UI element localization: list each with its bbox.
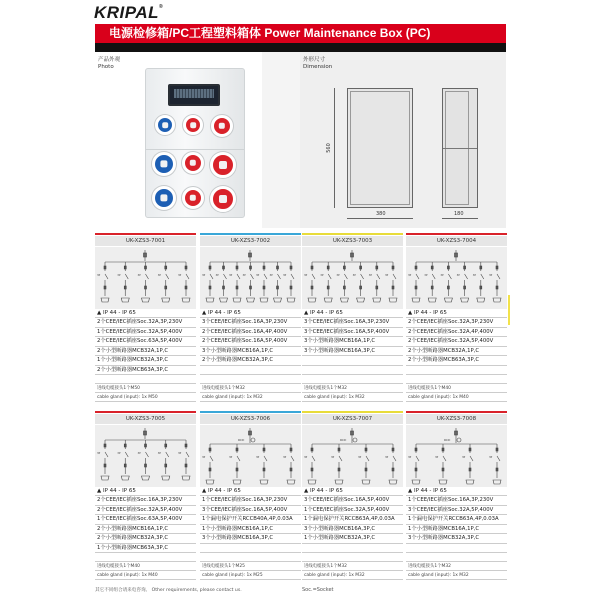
model-color-bar [95, 233, 196, 235]
spacer-row [200, 553, 301, 562]
spec-line-empty [302, 366, 403, 376]
cable-gland-cn: 进线电缆接头1个M32 [302, 384, 403, 393]
spec-line: 1个漏电保护开关RCCB40A,4P,0.03A [200, 515, 301, 525]
svg-text:3P: 3P [472, 274, 477, 277]
cable-gland-en: cable gland (input): 1x M32 [302, 571, 403, 580]
socket-blue [152, 152, 176, 176]
cable-gland-en: cable gland (input): 1x M25 [200, 571, 301, 580]
breaker-window [168, 84, 220, 106]
socket-red [182, 187, 204, 209]
registered-mark: ® [159, 4, 164, 10]
svg-text:3P: 3P [385, 456, 389, 459]
warning-triangle-icon: ▲ [304, 488, 310, 494]
svg-text:3P: 3P [435, 456, 439, 459]
ip-rating-text: IP 44 - IP 65 [413, 310, 447, 316]
svg-text:3P: 3P [408, 456, 412, 459]
spec-line: 1个小型断路器MCB32A,3P,C [302, 534, 403, 544]
footer-abbrev: Soc.=Socket [302, 587, 334, 593]
svg-text:3P: 3P [202, 274, 206, 277]
dimension-label-cn: 外形尺寸 [303, 57, 326, 63]
svg-text:3P: 3P [352, 274, 356, 277]
model-card [200, 233, 301, 402]
spec-line-empty [406, 366, 507, 376]
ip-rating [200, 487, 301, 496]
wiring-schematic [200, 425, 301, 487]
ip-rating [406, 309, 507, 318]
height-value: 560 [325, 143, 332, 153]
cable-gland-en: cable gland (input): 1x M50 [95, 393, 196, 402]
spec-line: 3个小型断路器MCB16A,1P,C [200, 347, 301, 357]
svg-text:3P: 3P [304, 456, 308, 459]
ip-rating [95, 309, 196, 318]
model-color-bar [200, 233, 301, 235]
ip-rating [95, 487, 196, 496]
spec-line: 1个漏电保护开关RCCB63A,4P,0.03A [406, 515, 507, 525]
photo-label-cn: 产品外观 [98, 57, 121, 63]
socket-red [210, 152, 236, 178]
warning-triangle-icon: ▲ [202, 310, 208, 316]
svg-text:3P: 3P [462, 456, 466, 459]
spec-line: 1个小型断路器MCB16A,1P,C [406, 525, 507, 535]
side-view-drawing [442, 88, 478, 208]
spec-line: 3个小型断路器MCB16A,1P,C [302, 337, 403, 347]
wiring-schematic [302, 247, 403, 309]
svg-text:3P: 3P [117, 452, 121, 455]
svg-text:3P: 3P [97, 274, 101, 277]
socket-red [210, 186, 236, 212]
model-card [302, 411, 403, 580]
cable-gland-en: cable gland (input): 1x M32 [406, 571, 507, 580]
spec-line: 3个CEE/IEC插座Soc.16A,5P,400V [302, 496, 403, 506]
spec-line: 3个CEE/IEC插座Soc.16A,5P,400V [302, 328, 403, 338]
model-color-bar [302, 411, 403, 413]
warning-triangle-icon: ▲ [408, 310, 414, 316]
spec-line: 2个小型断路器MCB32A,3P,C [200, 356, 301, 366]
svg-text:3P: 3P [320, 274, 324, 277]
spec-line: 1个CEE/IEC插座Soc.16A,3P,230V [406, 496, 507, 506]
photo-label-en: Photo [98, 64, 114, 70]
wiring-schematic [406, 425, 507, 487]
svg-text:3P: 3P [157, 452, 161, 455]
svg-text:3P: 3P [358, 456, 362, 459]
ip-rating [406, 487, 507, 496]
spec-line: 1个CEE/IEC插座Soc.63A,5P,400V [95, 515, 196, 525]
spacer-row [200, 375, 301, 384]
spec-line: 2个小型断路器MCB63A,3P,C [95, 366, 196, 376]
cable-gland-cn: 进线电缆接头1个M40 [95, 562, 196, 571]
photo-label [98, 57, 120, 71]
svg-text:3P: 3P [215, 274, 219, 277]
spec-line: 3个CEE/IEC插座Soc.16A,3P,230V [200, 318, 301, 328]
spec-line: 1个CEE/IEC插座Soc.16A,3P,230V [200, 496, 301, 506]
model-number: UK-XZS3-7005 [95, 414, 196, 424]
spec-line: 2个CEE/IEC插座Soc.63A,5P,400V [95, 337, 196, 347]
ip-rating-text: IP 44 - IP 65 [102, 488, 136, 494]
page-title: 电源检修箱/PC工程塑料箱体 Power Maintenance Box (PC) [95, 24, 506, 43]
svg-text:RCD: RCD [444, 438, 451, 442]
spec-line-empty [302, 544, 403, 554]
warning-triangle-icon: ▲ [97, 488, 103, 494]
spacer-row [406, 375, 507, 384]
svg-text:3P: 3P [424, 274, 428, 277]
front-view-drawing [347, 88, 413, 208]
ip-rating-text: IP 44 - IP 65 [309, 488, 343, 494]
svg-text:3P: 3P [331, 456, 335, 459]
svg-text:3P: 3P [157, 274, 161, 277]
depth-dimension-line [442, 218, 478, 219]
depth-value: 180 [454, 211, 464, 217]
spacer-row [95, 553, 196, 562]
model-card [95, 233, 196, 402]
svg-text:3P: 3P [368, 274, 373, 277]
spacer-row [95, 375, 196, 384]
spec-line: 1个漏电保护开关RCCB63A,4P,0.03A [302, 515, 403, 525]
ip-rating-text: IP 44 - IP 65 [102, 310, 136, 316]
svg-text:3P: 3P [117, 274, 121, 277]
ip-rating [302, 487, 403, 496]
spec-line: 2个CEE/IEC插座Soc.32A,4P,400V [406, 328, 507, 338]
ip-rating-text: IP 44 - IP 65 [207, 310, 241, 316]
ip-rating-text: IP 44 - IP 65 [207, 488, 241, 494]
height-dimension-line [334, 88, 335, 208]
socket-red [211, 115, 233, 137]
dimension-panel [300, 52, 506, 228]
socket-blue [152, 186, 176, 210]
model-number: UK-XZS3-7007 [302, 414, 403, 424]
model-number: UK-XZS3-7003 [302, 236, 403, 246]
spec-line: 2个小型断路器MCB63A,3P,C [406, 356, 507, 366]
spec-line: 2个CEE/IEC插座Soc.16A,5P,400V [200, 337, 301, 347]
model-card [406, 411, 507, 580]
svg-text:3P: 3P [385, 274, 389, 277]
warning-triangle-icon: ▲ [408, 488, 414, 494]
ip-rating-text: IP 44 - IP 65 [413, 488, 447, 494]
cable-gland-cn: 进线电缆接头1个M40 [406, 384, 507, 393]
model-number: UK-XZS3-7006 [200, 414, 301, 424]
svg-text:RCD: RCD [238, 438, 245, 442]
model-color-bar [302, 233, 403, 235]
footer-note: 其它不同组合请来电咨询。 Other requirements, please contact us. [95, 588, 242, 593]
warning-triangle-icon: ▲ [304, 310, 310, 316]
spec-line-empty [406, 544, 507, 554]
svg-text:3P: 3P [137, 452, 141, 455]
spec-line: 2个小型断路器MCB32A,3P,C [95, 534, 196, 544]
svg-text:3P: 3P [256, 274, 260, 277]
socket-red [183, 115, 203, 135]
spec-line: 2个CEE/IEC插座Soc.32A,5P,400V [406, 337, 507, 347]
photo-panel [95, 52, 262, 228]
spec-line: 2个CEE/IEC插座Soc.32A,5P,400V [95, 506, 196, 516]
spec-line: 2个CEE/IEC插座Soc.32A,3P,230V [406, 318, 507, 328]
spec-line: 3个CEE/IEC插座Soc.16A,5P,400V [200, 506, 301, 516]
socket-blue [155, 115, 175, 135]
svg-text:RCD: RCD [340, 438, 347, 442]
spec-line: 2个小型断路器MCB32A,1P,C [95, 347, 196, 357]
spec-line-empty [302, 356, 403, 366]
cable-gland-en: cable gland (input): 1x M40 [95, 571, 196, 580]
svg-text:3P: 3P [283, 456, 287, 459]
model-number: UK-XZS3-7004 [406, 236, 507, 246]
model-number: UK-XZS3-7001 [95, 236, 196, 246]
spec-line: 1个CEE/IEC插座Soc.32A,5P,400V [302, 506, 403, 516]
side-highlight-mark [508, 295, 510, 325]
svg-text:3P: 3P [489, 456, 493, 459]
model-card [95, 411, 196, 580]
model-color-bar [406, 233, 507, 235]
warning-triangle-icon: ▲ [97, 310, 103, 316]
svg-text:3P: 3P [137, 274, 141, 277]
model-card [200, 411, 301, 580]
spec-line: 1个小型断路器MCB63A,3P,C [95, 544, 196, 554]
svg-text:3P: 3P [456, 274, 460, 277]
cable-gland-cn: 进线电缆接头1个M32 [200, 384, 301, 393]
model-card [302, 233, 403, 402]
logo-text: KRIPAL [94, 3, 160, 22]
spec-line: 3个CEE/IEC插座Soc.16A,3P,230V [302, 318, 403, 328]
spec-line: 3个CEE/IEC插座Soc.32A,5P,400V [406, 506, 507, 516]
spec-line: 1个小型断路器MCB16A,1P,C [200, 525, 301, 535]
spacer-row [302, 375, 403, 384]
cable-gland-en: cable gland (input): 1x M40 [406, 393, 507, 402]
svg-text:3P: 3P [440, 274, 444, 277]
width-value: 380 [376, 211, 386, 217]
svg-text:3P: 3P [336, 274, 340, 277]
wiring-schematic [95, 247, 196, 309]
spec-line: 2个CEE/IEC插座Soc.16A,3P,230V [95, 496, 196, 506]
spec-line: 2个CEE/IEC插座Soc.16A,4P,400V [200, 328, 301, 338]
wiring-schematic [95, 425, 196, 487]
svg-text:3P: 3P [97, 452, 101, 455]
svg-text:3P: 3P [178, 274, 182, 277]
spec-line: 2个小型断路器MCB32A,1P,C [406, 347, 507, 357]
model-color-bar [406, 411, 507, 413]
svg-text:3P: 3P [256, 456, 260, 459]
cable-gland-en: cable gland (input): 1x M32 [200, 393, 301, 402]
model-number: UK-XZS3-7008 [406, 414, 507, 424]
svg-text:3P: 3P [229, 274, 233, 277]
cable-gland-cn: 进线电缆接头1个M50 [95, 384, 196, 393]
dimension-label-en: Dimension [303, 64, 333, 70]
svg-text:3P: 3P [489, 274, 493, 277]
spec-line: 3个小型断路器MCB16A,3P,C [302, 525, 403, 535]
svg-text:3P: 3P [242, 274, 246, 277]
dimension-label [303, 57, 332, 71]
socket-red [182, 152, 204, 174]
spacer-row [302, 553, 403, 562]
svg-text:3P: 3P [304, 274, 308, 277]
spec-line: 3个小型断路器MCB32A,3P,C [406, 534, 507, 544]
spec-line-empty [200, 544, 301, 554]
model-color-bar [95, 411, 196, 413]
spec-line: 3个小型断路器MCB16A,3P,C [302, 347, 403, 357]
title-underline-band [95, 43, 506, 52]
spec-line: 2个CEE/IEC插座Soc.32A,3P,230V [95, 318, 196, 328]
width-dimension-line [347, 218, 413, 219]
svg-text:3P: 3P [229, 456, 233, 459]
spacer-row [406, 553, 507, 562]
model-color-bar [200, 411, 301, 413]
lid-seam [146, 149, 244, 150]
model-card [406, 233, 507, 402]
spec-line-empty [200, 366, 301, 376]
svg-text:3P: 3P [178, 452, 182, 455]
product-photo [145, 68, 245, 218]
cable-gland-en: cable gland (input): 1x M32 [302, 393, 403, 402]
spec-line: 1个小型断路器MCB32A,3P,C [95, 356, 196, 366]
model-number: UK-XZS3-7002 [200, 236, 301, 246]
svg-text:3P: 3P [269, 274, 273, 277]
wiring-schematic [302, 425, 403, 487]
ip-rating [302, 309, 403, 318]
ip-rating [200, 309, 301, 318]
spec-line: 2个小型断路器MCB16A,1P,C [95, 525, 196, 535]
svg-text:3P: 3P [408, 274, 412, 277]
svg-text:3P: 3P [283, 274, 287, 277]
spec-line: 3个小型断路器MCB16A,3P,C [200, 534, 301, 544]
wiring-schematic [406, 247, 507, 309]
spec-line: 1个CEE/IEC插座Soc.32A,5P,400V [95, 328, 196, 338]
cable-gland-cn: 进线电缆接头1个M32 [406, 562, 507, 571]
panel-divider [262, 52, 300, 228]
cable-gland-cn: 进线电缆接头1个M32 [302, 562, 403, 571]
ip-rating-text: IP 44 - IP 65 [309, 310, 343, 316]
brand-logo [94, 3, 163, 23]
warning-triangle-icon: ▲ [202, 488, 208, 494]
cable-gland-cn: 进线电缆接头1个M25 [200, 562, 301, 571]
svg-text:3P: 3P [202, 456, 206, 459]
wiring-schematic [200, 247, 301, 309]
